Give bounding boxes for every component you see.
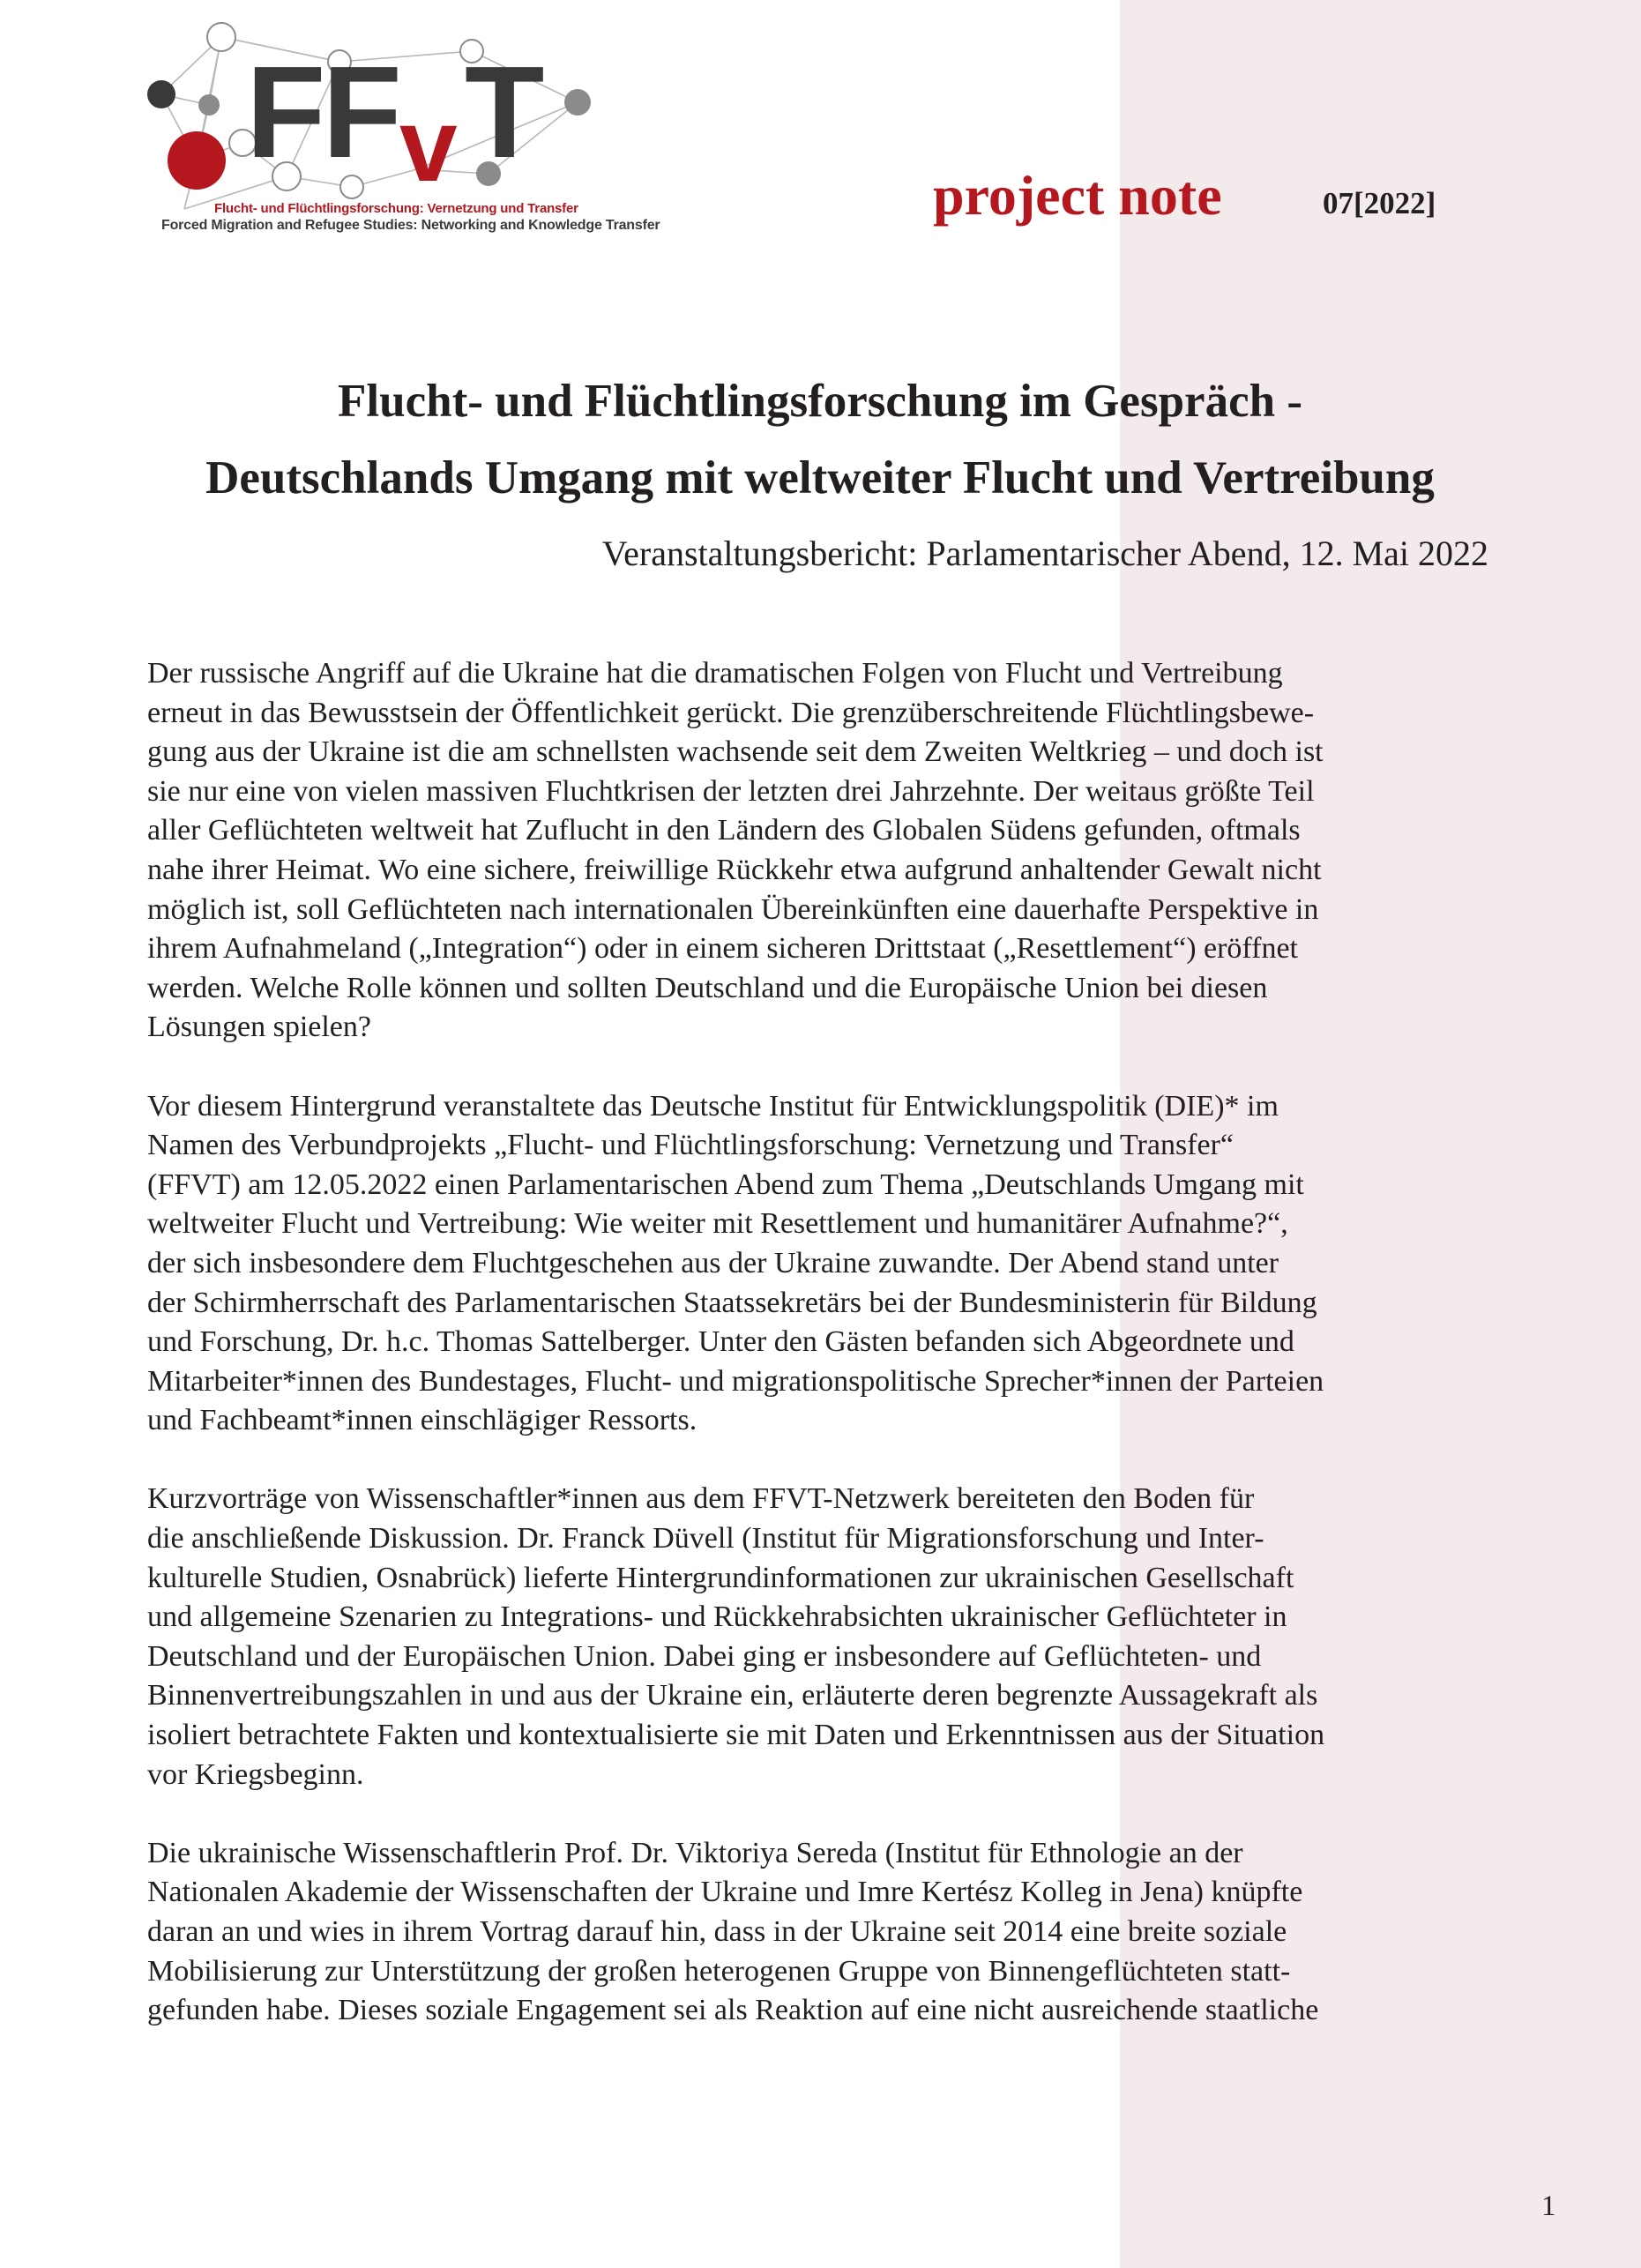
- text-line: Binnenvertreibungszahlen in und aus der Ukraine ein, erläuterte deren begrenzte Aussagekraft als: [147, 1679, 1318, 1712]
- text-line: der Schirmherrschaft des Parlamentarischen Staatssekretärs bei der Bundesministerin für Bildung: [147, 1286, 1317, 1319]
- text-line: und Fachbeamt*innen einschlägiger Ressorts.: [147, 1404, 697, 1437]
- text-line: gung aus der Ukraine ist die am schnellsten wachsende seit dem Zweiten Weltkrieg – und doch ist: [147, 735, 1324, 769]
- logo-subtitle-english: Forced Migration and Refugee Studies: Networking and Knowledge Transfer: [161, 218, 660, 233]
- paragraph-1: [147, 654, 1505, 1048]
- paragraph-4: [147, 1834, 1505, 2031]
- svg-text:T: T: [465, 40, 545, 185]
- project-note-number: 07[2022]: [1323, 186, 1436, 220]
- text-line: Kurzvorträge von Wissenschaftler*innen aus dem FFVT-Netzwerk bereiteten den Boden für: [147, 1482, 1255, 1516]
- text-line: kulturelle Studien, Osnabrück) lieferte Hintergrundinformationen zur ukrainischen Gesellschaft: [147, 1561, 1294, 1594]
- text-line: (FFVT) am 12.05.2022 einen Parlamentarischen Abend zum Thema „Deutschlands Umgang mit: [147, 1168, 1304, 1201]
- text-line: weltweiter Flucht und Vertreibung: Wie weiter mit Resettlement und humanitärer Aufnahme?“,: [147, 1207, 1288, 1241]
- text-line: Mitarbeiter*innen des Bundestages, Flucht- und migrationspolitische Sprecher*innen der Parteien: [147, 1364, 1324, 1398]
- text-line: Deutschland und der Europäischen Union. Dabei ging er insbesondere auf Geflüchteten- und: [147, 1639, 1262, 1673]
- text-line: gefunden habe. Dieses soziale Engagement sei als Reaktion auf eine nicht ausreichende staatliche: [147, 1994, 1319, 2027]
- title-line-1: Flucht- und Flüchtlingsforschung im Gespräch -: [338, 376, 1302, 427]
- text-line: sie nur eine von vielen massiven Fluchtkrisen der letzten drei Jahrzehnte. Der weitaus größte Teil: [147, 774, 1315, 808]
- text-line: Lösungen spielen?: [147, 1011, 371, 1044]
- text-line: und allgemeine Szenarien zu Integrations- und Rückkehrabsichten ukrainischer Geflüchteter in: [147, 1600, 1287, 1634]
- text-line: werden. Welche Rolle können und sollten Deutschland und die Europäische Union bei diesen: [147, 971, 1268, 1004]
- text-line: Namen des Verbundprojekts „Flucht- und Flüchtlingsforschung: Vernetzung und Transfer“: [147, 1129, 1234, 1162]
- ffvt-logo: [145, 19, 660, 240]
- text-line: Vor diesem Hintergrund veranstaltete das Deutsche Institut für Entwicklungspolitik (DIE)* im: [147, 1089, 1279, 1123]
- text-line: Mobilisierung zur Unterstützung der großen heterogenen Gruppe von Binnengeflüchteten statt-: [147, 1954, 1291, 1988]
- project-note-label: project note: [933, 164, 1222, 227]
- text-line: nahe ihrer Heimat. Wo eine sichere, freiwillige Rückkehr etwa aufgrund anhaltender Gewalt nicht: [147, 853, 1322, 886]
- body-text: [147, 654, 1505, 2070]
- text-line: der sich insbesondere dem Fluchtgeschehen aus der Ukraine zuwandte. Der Abend stand unter: [147, 1246, 1279, 1279]
- text-line: isoliert betrachtete Fakten und kontextualisierte sie mit Daten und Erkenntnissen aus der Situation: [147, 1719, 1325, 1752]
- paragraph-2: [147, 1087, 1505, 1441]
- logo-subtitle-german: Flucht- und Flüchtlingsforschung: Vernetzung und Transfer: [214, 201, 578, 216]
- text-line: erneut in das Bewusstsein der Öffentlichkeit gerückt. Die grenzüberschreitende Flüchtlingsbewe-: [147, 696, 1315, 729]
- text-line: ihrem Aufnahmeland („Integration“) oder in einem sicheren Drittstaat („Resettlement“) eröffnet: [147, 932, 1298, 966]
- svg-text:v: v: [399, 87, 458, 204]
- text-line: Die ukrainische Wissenschaftlerin Prof. Dr. Viktoriya Sereda (Institut für Ethnologie an der: [147, 1836, 1243, 1869]
- text-line: Nationalen Akademie der Wissenschaften der Ukraine und Imre Kertész Kolleg in Jena) knüpfte: [147, 1876, 1303, 1909]
- svg-text:FF: FF: [246, 40, 399, 185]
- text-line: vor Kriegsbeginn.: [147, 1757, 364, 1791]
- text-line: daran an und wies in ihrem Vortrag darauf hin, dass in der Ukraine seit 2014 eine breite soziale: [147, 1915, 1287, 1948]
- text-line: und Forschung, Dr. h.c. Thomas Sattelberger. Unter den Gästen befanden sich Abgeordnete und: [147, 1325, 1294, 1359]
- text-line: aller Geflüchteten weltweit hat Zuflucht in den Ländern des Globalen Südens gefunden, oftmals: [147, 814, 1301, 847]
- text-line: Der russische Angriff auf die Ukraine hat die dramatischen Folgen von Flucht und Vertreibung: [147, 657, 1283, 690]
- text-line: möglich ist, soll Geflüchteten nach internationalen Übereinkünften eine dauerhafte Perspektive in: [147, 892, 1319, 926]
- event-report-subtitle: Veranstaltungsbericht: Parlamentarischer Abend, 12. Mai 2022: [601, 533, 1488, 573]
- page-number: 1: [1541, 2190, 1556, 2222]
- title-line-2: Deutschlands Umgang mit weltweiter Flucht und Vertreibung: [205, 452, 1435, 504]
- paragraph-3: [147, 1480, 1505, 1794]
- text-line: die anschließende Diskussion. Dr. Franck Düvell (Institut für Migrationsforschung und Inter-: [147, 1522, 1264, 1556]
- document-title: [88, 363, 1552, 517]
